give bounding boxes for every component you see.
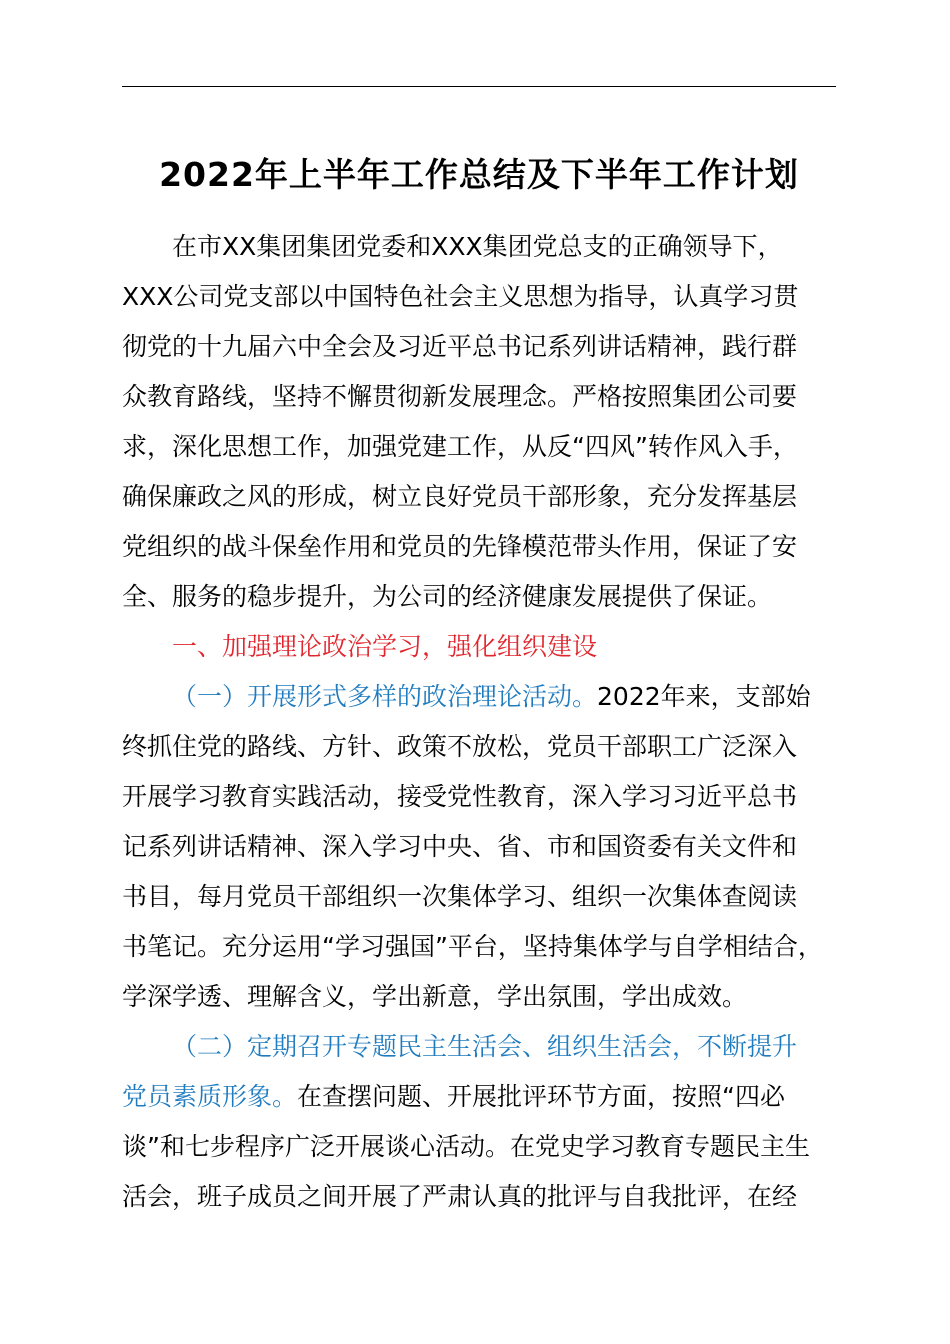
subsection-1-line: 书目，每月党员干部组织一次集体学习、组织一次集体查阅读 <box>122 882 798 911</box>
intro-paragraph <box>122 222 836 622</box>
subsection-1-line: 书笔记。充分运用“学习强国”平台，坚持集体学与自学相结合， <box>122 932 823 961</box>
subsection-1-line: 记系列讲话精神、深入学习中央、省、市和国资委有关文件和 <box>122 832 798 861</box>
intro-line: 全、服务的稳步提升，为公司的经济健康发展提供了保证。 <box>122 582 773 611</box>
intro-line: 确保廉政之风的形成，树立良好党员干部形象，充分发挥基层 <box>122 482 798 511</box>
subsection-2-text: 在查摆问题、开展批评环节方面，按照“四必 <box>297 1082 785 1111</box>
header-rule <box>122 86 836 87</box>
subsection-1-line: 学深学透、理解含义，学出新意，学出氛围，学出成效。 <box>122 982 748 1011</box>
intro-line: 在市XX集团集团党委和XXX集团党总支的正确领导下， <box>172 232 783 261</box>
subsection-1-line: 开展学习教育实践活动，接受党性教育，深入学习习近平总书 <box>122 782 798 811</box>
subsection-1-heading: （一）开展形式多样的政治理论活动。 <box>172 682 598 711</box>
subsection-2-heading: （二）定期召开专题民主生活会、组织生活会，不断提升 <box>172 1032 798 1061</box>
subsection-2-line: 活会，班子成员之间开展了严肃认真的批评与自我批评，在经 <box>122 1182 798 1211</box>
subsection-2-paragraph <box>122 1022 836 1222</box>
intro-line: 彻党的十九届六中全会及习近平总书记系列讲话精神，践行群 <box>122 332 798 361</box>
subsection-1-text: 2022年来，支部始 <box>597 682 811 711</box>
page-title: 2022年上半年工作总结及下半年工作计划 <box>159 155 799 194</box>
intro-line: 众教育路线，坚持不懈贯彻新发展理念。严格按照集团公司要 <box>122 382 798 411</box>
intro-line: XXX公司党支部以中国特色社会主义思想为指导，认真学习贯 <box>122 282 799 311</box>
subsection-1-paragraph <box>122 672 836 1022</box>
subsection-1-line: 终抓住党的路线、方针、政策不放松，党员干部职工广泛深入 <box>122 732 798 761</box>
subsection-1-first-line <box>122 672 836 722</box>
subsection-2-second-line <box>122 1072 836 1122</box>
intro-line: 党组织的战斗保垒作用和党员的先锋模范带头作用，保证了安 <box>122 532 798 561</box>
document-body <box>122 222 836 1222</box>
intro-line: 求，深化思想工作，加强党建工作，从反“四风”转作风入手， <box>122 432 798 461</box>
subsection-2-line: 谈”和七步程序广泛开展谈心活动。在党史学习教育专题民主生 <box>122 1132 810 1161</box>
section-heading-1: 一、加强理论政治学习，强化组织建设 <box>172 632 598 661</box>
subsection-2-heading-end: 党员素质形象。 <box>122 1082 298 1111</box>
